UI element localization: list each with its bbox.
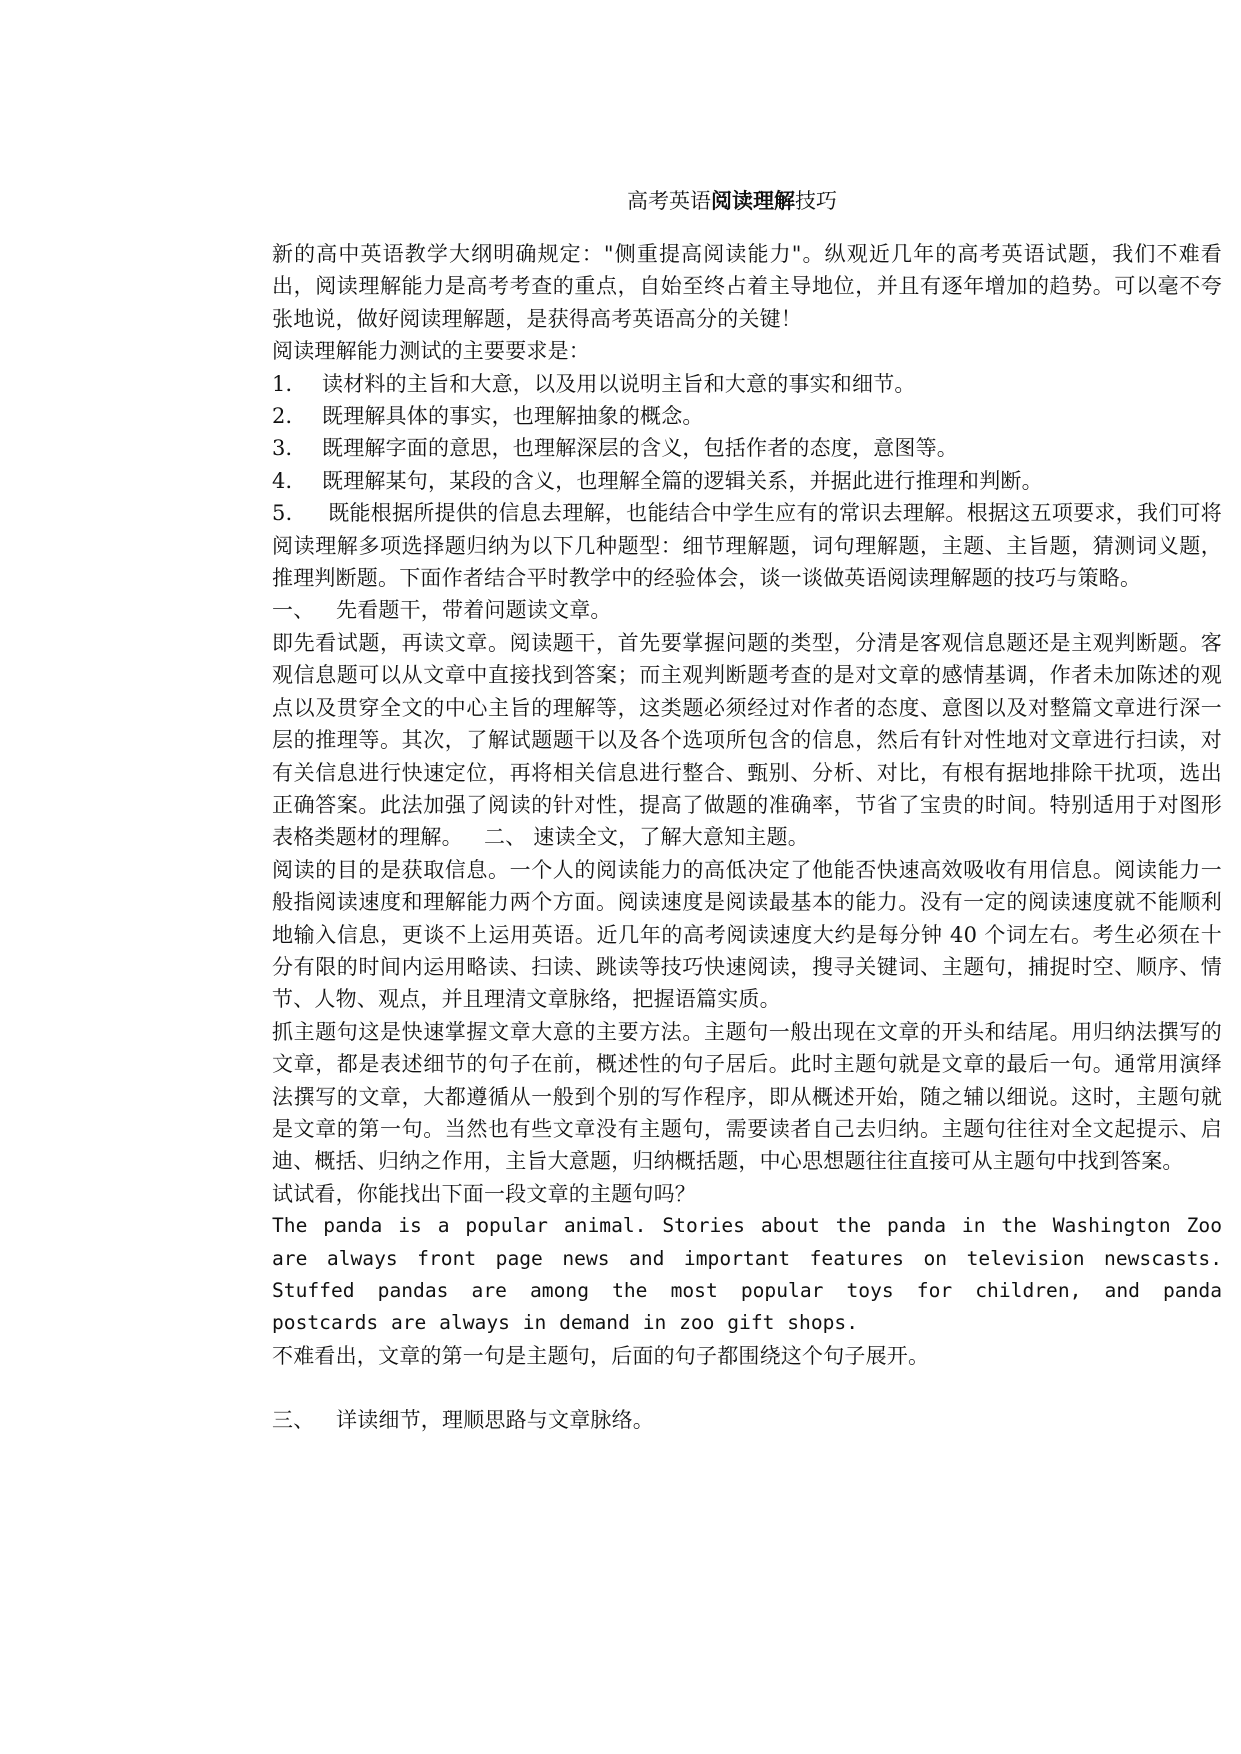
- section1-paragraph: [272, 627, 1222, 854]
- section-heading-1: [272, 594, 1222, 626]
- section-heading-2: 二、 速读全文，了解大意知主题。: [484, 825, 809, 850]
- requirement-text: 读材料的主旨和大意，以及用以说明主旨和大意的事实和细节。: [322, 371, 916, 396]
- requirement-text: 既理解具体的事实，也理解抽象的概念。: [322, 404, 704, 429]
- requirement-number: 5．: [272, 501, 307, 526]
- section-heading-3: [272, 1404, 1222, 1436]
- document-title: [272, 186, 1222, 216]
- requirement-item-3: [272, 432, 1222, 464]
- section1-body: 即先看试题，再读文章。阅读题干，首先要掌握问题的类型，分清是客观信息题还是主观判断题。客观信息题可以从文章中直接找到答案；而主观判断题考查的是对文章的感情基调，作者未加陈述的观点以及贯穿全文的中心主旨的理解等，这类题必须经过对作者的态度、意图以及对整篇文章进行深一层的推理等。其次，了解试题题干以及各个选项所包含的信息，然后有针对性地对文章进行扫读，对有关信息进行快速定位，再将相关信息进行整合、甄别、分析、对比，有根有据地排除干扰项，选出正确答案。此法加强了阅读的针对性，提高了做题的准确率，节省了宝贵的时间。特别适用于对图形表格类题材的理解。: [272, 630, 1222, 850]
- english-passage: The panda is a popular animal. Stories about the panda in the Washington Zoo are always front page news and important features on television newscasts. Stuffed pandas are among the most popular toys for children, and panda postcards are always in demand in zoo gift shops.: [272, 1214, 1222, 1335]
- requirement-text: 既能根据所提供的信息去理解，也能结合中学生应有的常识去理解。根据这五项要求，我们可将阅读理解多项选择题归纳为以下几种题型：细节理解题，词句理解题，主题、主旨题，猜测词义题，推理判断题。下面作者结合平时教学中的经验体会，谈一谈做英语阅读理解题的技巧与策略。: [272, 501, 1222, 591]
- try-it-prompt: 试试看，你能找出下面一段文章的主题句吗？: [272, 1181, 696, 1206]
- document-page: [272, 186, 1222, 1437]
- requirements-heading: 阅读理解能力测试的主要要求是：: [272, 339, 590, 364]
- requirement-item-1: [272, 368, 1222, 400]
- requirement-number: 4．: [272, 468, 307, 493]
- blank-line: [272, 1372, 1222, 1404]
- section-number: 三、: [272, 1408, 315, 1433]
- requirement-item-5: [272, 497, 1222, 594]
- section-title: 详读细节，理顺思路与文章脉络。: [336, 1408, 654, 1433]
- requirement-number: 2．: [272, 404, 307, 429]
- requirement-text: 既理解某句，某段的含义，也理解全篇的逻辑关系，并据此进行推理和判断。: [322, 468, 1043, 493]
- requirement-text: 既理解字面的意思，也理解深层的含义，包括作者的态度，意图等。: [322, 436, 958, 461]
- conclusion-paragraph: 不难看出，文章的第一句是主题句，后面的句子都围绕这个句子展开。: [272, 1343, 930, 1368]
- title-bold: 阅读理解: [711, 188, 795, 213]
- section-number: 一、: [272, 598, 315, 623]
- requirement-item-2: [272, 400, 1222, 432]
- intro-paragraph: 新的高中英语教学大纲明确规定："侧重提高阅读能力"。纵观近几年的高考英语试题，我们不难看出，阅读理解能力是高考考查的重点，自始至终占着主导地位，并且有逐年增加的趋势。可以毫不夸张地说，做好阅读理解题，是获得高考英语高分的关键！: [272, 242, 1222, 331]
- section-title: 先看题干，带着问题读文章。: [336, 598, 612, 623]
- requirement-number: 1．: [272, 371, 307, 396]
- section2-paragraph-1: 阅读的目的是获取信息。一个人的阅读能力的高低决定了他能否快速高效吸收有用信息。阅读能力一般指阅读速度和理解能力两个方面。阅读速度是阅读最基本的能力。没有一定的阅读速度就不能顺利地输入信息，更谈不上运用英语。近几年的高考阅读速度大约是每分钟 40 个词左右。考生必须在十分有限的时间内运用略读、扫读、跳读等技巧快速阅读，搜寻关键词、主题句，捕捉时空、顺序、情节、人物、观点，并且理清文章脉络，把握语篇实质。: [272, 857, 1222, 1012]
- title-suffix: 技巧: [795, 189, 837, 213]
- requirement-number: 3．: [272, 436, 307, 461]
- requirement-item-4: [272, 465, 1222, 497]
- title-prefix: 高考英语: [627, 189, 711, 213]
- section2-paragraph-2: 抓主题句这是快速掌握文章大意的主要方法。主题句一般出现在文章的开头和结尾。用归纳法撰写的文章，都是表述细节的句子在前，概述性的句子居后。此时主题句就是文章的最后一句。通常用演绎法撰写的文章，大都遵循从一般到个别的写作程序，即从概述开始，随之辅以细说。这时，主题句就是文章的第一句。当然也有些文章没有主题句，需要读者自己去归纳。主题句往往对全文起提示、启迪、概括、归纳之作用，主旨大意题，归纳概括题，中心思想题往往直接可从主题句中找到答案。: [272, 1019, 1222, 1174]
